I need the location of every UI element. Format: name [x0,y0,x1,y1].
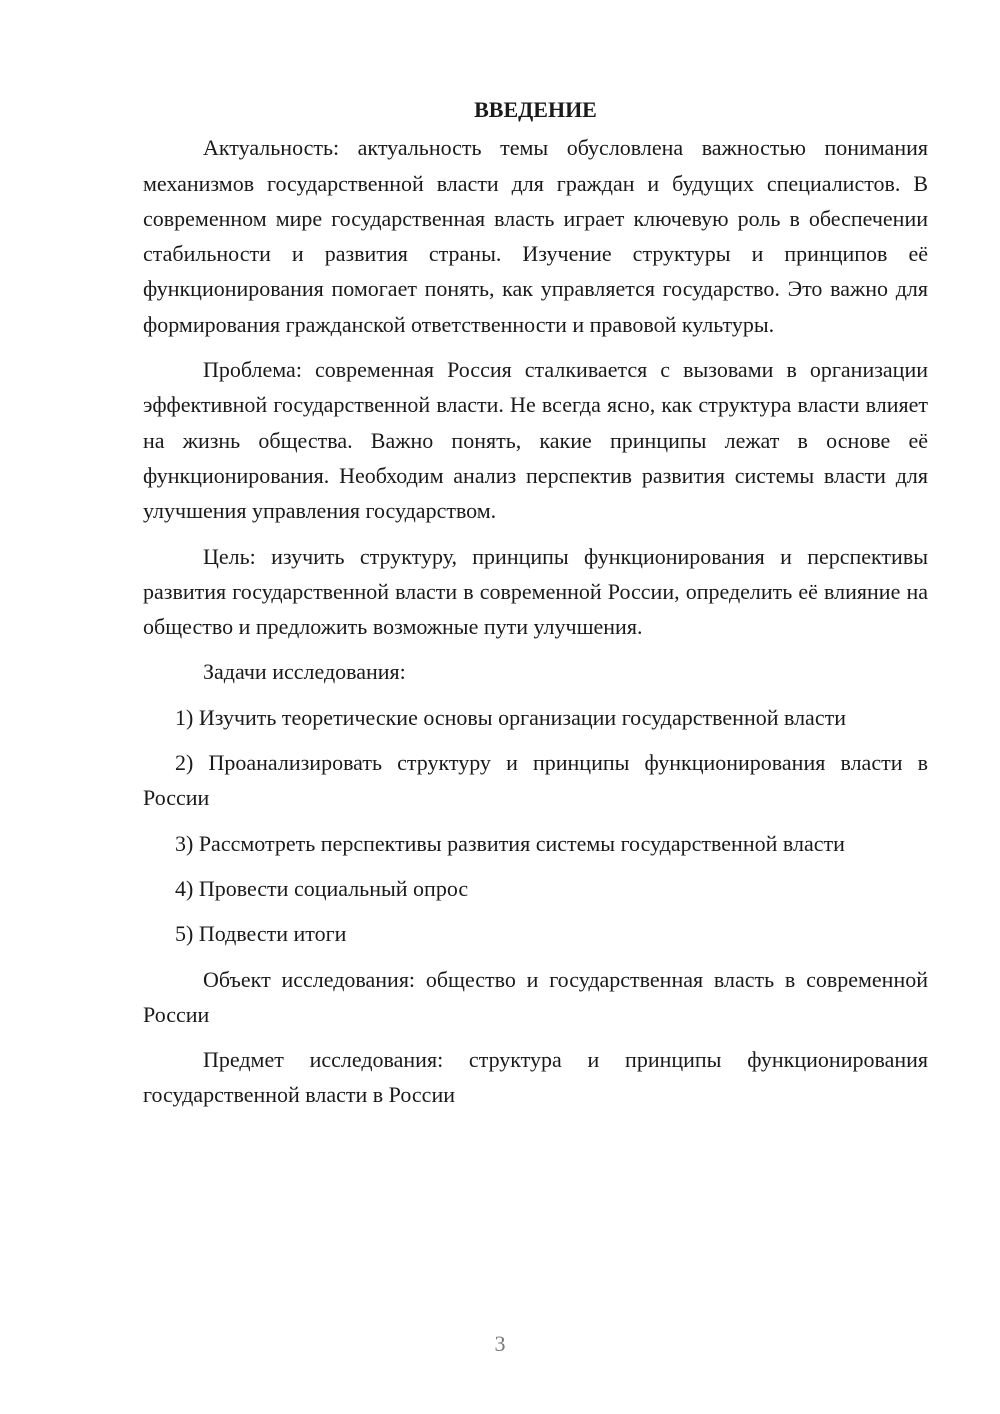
task-item: 4) Провести социальный опрос [175,875,469,901]
paragraph-subject: Предмет исследования: структура и принципы функционирования государственной власти в России [143,1047,928,1108]
task-item: 3) Рассмотреть перспективы развития системы государственной власти [175,830,845,856]
paragraph-goal: Цель: изучить структуру, принципы функционирования и перспективы развития государственной власти в современной России, определить её влияние на общество и предложить возможные пути улучшения. [143,543,928,640]
paragraph-problem: Проблема: современная Россия сталкивается с вызовами в организации эффективной государственной власти. Не всегда ясно, как структура власти влияет на жизнь общества. Важно понять, какие принципы лежат в основе её функционирования. Необходим анализ перспектив развития системы власти для улучшения управления государством. [143,357,928,524]
document-page [143,92,928,1123]
task-item: 2) Проанализировать структуру и принципы функционирования власти в России [143,750,928,811]
paragraph-object: Объект исследования: общество и государственная власть в современной России [143,966,928,1027]
paragraph-relevance: Актуальность: актуальность темы обусловлена важностью понимания механизмов государственной власти для граждан и будущих специалистов. В современном мире государственная власть играет ключевую роль в обеспечении стабильности и развития страны. Изучение структуры и принципов её функционирования помогает понять, как управляется государство. Это важно для формирования гражданской ответственности и правовой культуры. [143,135,928,337]
page-number: 3 [494,1331,506,1356]
task-item: 5) Подвести итоги [175,921,347,947]
tasks-heading: Задачи исследования: [203,659,406,685]
section-title: ВВЕДЕНИЕ [474,97,597,122]
task-item: 1) Изучить теоретические основы организации государственной власти [175,704,846,730]
